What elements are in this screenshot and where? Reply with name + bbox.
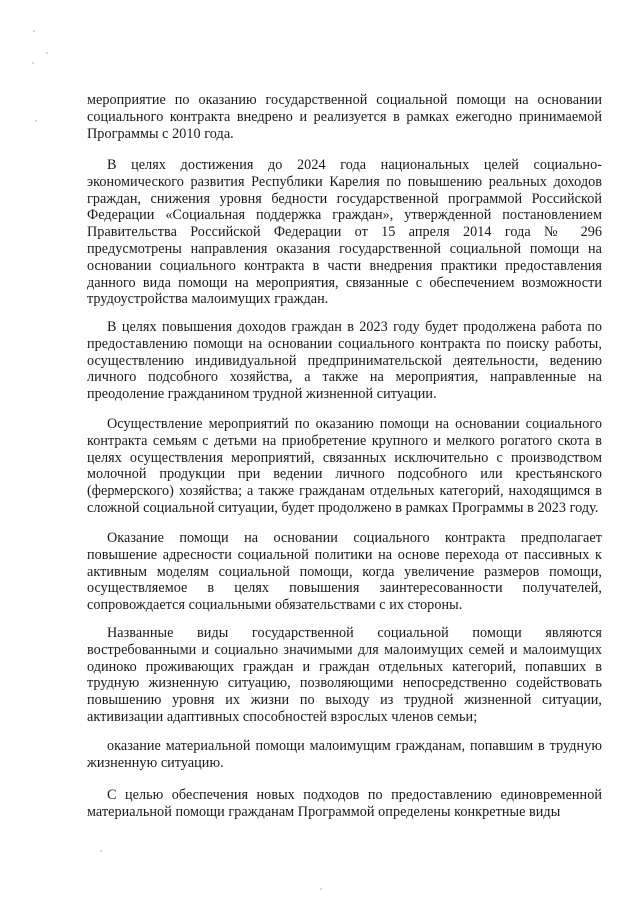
paragraph-5: Оказание помощи на основании социального контракта предполагает повышение адресности социальной политики на основе перехода от пассивных к активным моделям социальной помощи, когда увеличение размеров помощи, осуществляемое в целях повышения заинтересованности получателей, сопровождается социальными обязательствами с их стороны. [87, 530, 602, 614]
paragraph-2: В целях достижения до 2024 года национальных целей социально-экономического развития Республики Карелия по повышению реальных доходов граждан, снижения уровня бедности государственной программой Российской Федерации «Социальная поддержка граждан», утвержденной постановлением Правительства Российской Федерации от 15 апреля 2014 года № 296 предусмотрены направления оказания государственной социальной помощи на основании социального контракта в части внедрения практики предоставления данного вида помощи на мероприятия, связанные с обеспечением возможности трудоустройства малоимущих граждан. [87, 157, 602, 308]
paragraph-7: оказание материальной помощи малоимущим гражданам, попавшим в трудную жизненную ситуацию. [87, 738, 602, 771]
scan-speck [100, 850, 102, 852]
paragraph-6: Названные виды государственной социальной помощи являются востребованными и социально значимыми для малоимущих семей и малоимущих одиноко проживающих граждан и граждан отдельных категорий, попавших в трудную жизненную ситуацию, позволяющими непосредственно содействовать повышению уровня их жизни по выходу из трудной жизненной ситуации, активизации адаптивных способностей взрослых членов семьи; [87, 625, 602, 725]
scan-speck [33, 30, 35, 32]
scan-speck [32, 62, 34, 64]
scan-speck [320, 888, 322, 890]
paragraph-4: Осуществление мероприятий по оказанию помощи на основании социального контракта семьям с детьми на приобретение крупного и мелкого рогатого скота в целях осуществления мероприятий, связанных исключительно с производством молочной продукции при ведении личного подсобного или крестьянского (фермерского) хозяйства; а также гражданам отдельных категорий, находящимся в сложной социальной ситуации, будет продолжено в рамках Программы в 2023 году. [87, 416, 602, 516]
paragraph-8: С целью обеспечения новых подходов по предоставлению единовременной материальной помощи гражданам Программой определены конкретные виды [87, 787, 602, 820]
scan-speck [46, 52, 48, 54]
paragraph-3: В целях повышения доходов граждан в 2023 году будет продолжена работа по предоставлению помощи на основании социального контракта по поиску работы, осуществлению индивидуальной предпринимательской деятельности, ведению личного подсобного хозяйства, а также на мероприятия, направленные на преодоление гражданином трудной жизненной ситуации. [87, 319, 602, 403]
paragraph-1: мероприятие по оказанию государственной социальной помощи на основании социального контракта внедрено и реализуется в рамках ежегодно принимаемой Программы с 2010 года. [87, 92, 602, 142]
scan-speck [35, 120, 37, 122]
